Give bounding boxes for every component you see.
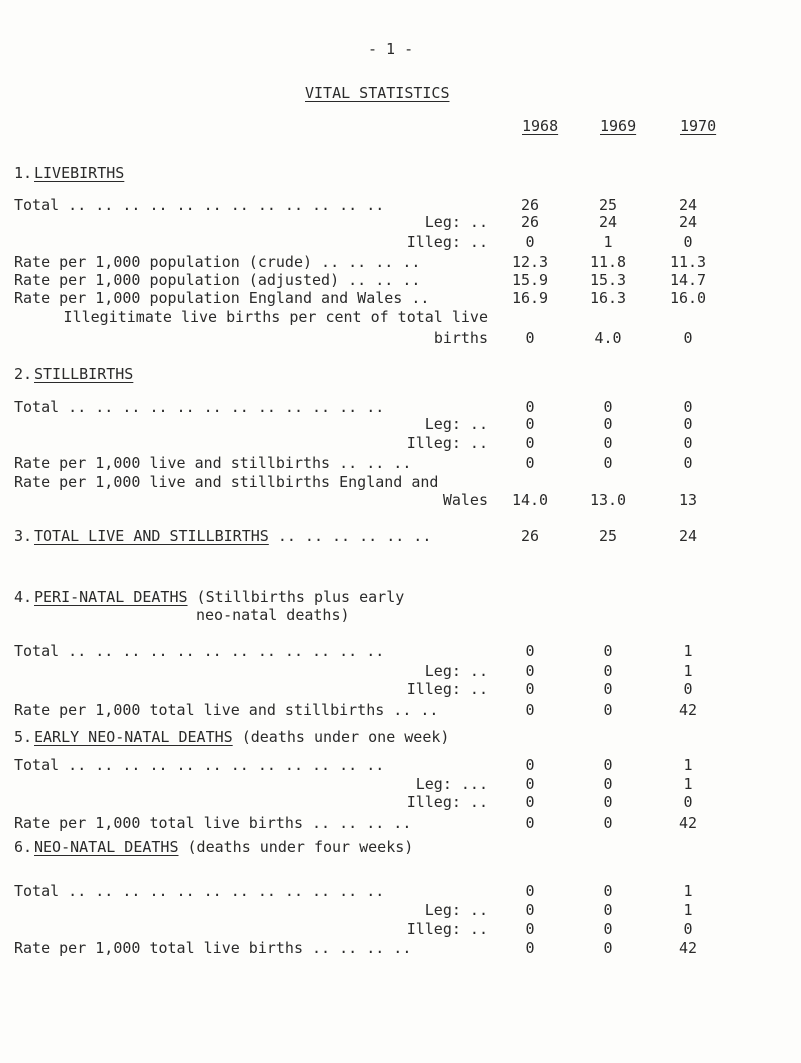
section-heading: LIVEBIRTHS	[34, 164, 125, 182]
section-number: 5.	[14, 728, 33, 746]
section-number: 4.	[14, 588, 33, 606]
table-cell-value: 0	[683, 398, 693, 416]
table-cell-value: 1	[603, 233, 613, 251]
table-cell-value: 0	[525, 454, 535, 472]
table-cell-value: 0	[525, 233, 535, 251]
table-cell-value: 0	[603, 793, 613, 811]
section-heading-suffix: .. .. .. .. .. ..	[268, 527, 432, 545]
table-cell-value: 0	[683, 680, 693, 698]
table-cell-value: 0	[683, 415, 693, 433]
table-cell-value: 0	[525, 398, 535, 416]
row-label: Total .. .. .. .. .. .. .. .. .. .. .. ..	[14, 642, 385, 660]
row-label: Total .. .. .. .. .. .. .. .. .. .. .. ..	[14, 882, 385, 900]
section-number: 1.	[14, 164, 33, 182]
table-cell-value: 0	[683, 793, 693, 811]
table-cell-value: 24	[678, 527, 698, 545]
table-cell-value: 0	[603, 398, 613, 416]
table-cell-value: 13.0	[589, 491, 627, 509]
table-cell-value: 24	[678, 213, 698, 231]
table-cell-value: 26	[520, 213, 540, 231]
section-number: 2.	[14, 365, 33, 383]
table-cell-value: 15.3	[589, 271, 627, 289]
table-cell-value: 0	[683, 434, 693, 452]
table-cell-value: 26	[520, 196, 540, 214]
table-cell-value: 11.8	[589, 253, 627, 271]
table-cell-value: 0	[525, 756, 535, 774]
row-label: Wales	[442, 491, 488, 509]
section-heading-suffix: (Stillbirths plus early	[187, 588, 405, 606]
table-cell-value: 0	[525, 920, 535, 938]
table-cell-value: 25	[598, 196, 618, 214]
row-label: Illeg: ..	[406, 233, 488, 251]
year-header-1970: 1970	[680, 117, 717, 135]
section-heading-line2: neo-natal deaths)	[196, 606, 350, 624]
table-cell-value: 0	[525, 814, 535, 832]
table-cell-value: 1	[683, 775, 693, 793]
row-label: births	[433, 329, 488, 347]
table-cell-value: 1	[683, 756, 693, 774]
table-cell-value: 14.0	[511, 491, 549, 509]
row-label: Leg: ..	[424, 415, 488, 433]
table-cell-value: 0	[525, 642, 535, 660]
table-cell-value: 0	[603, 662, 613, 680]
row-label: Rate per 1,000 live and stillbirths .. .. ..	[14, 454, 412, 472]
table-cell-value: 0	[683, 233, 693, 251]
table-cell-value: 42	[678, 814, 698, 832]
table-cell-value: 0	[603, 701, 613, 719]
table-cell-value: 1	[683, 901, 693, 919]
table-cell-value: 1	[683, 642, 693, 660]
table-cell-value: 0	[525, 434, 535, 452]
row-label: Leg: ..	[424, 662, 488, 680]
table-cell-value: 0	[525, 882, 535, 900]
row-label: Total .. .. .. .. .. .. .. .. .. .. .. ..	[14, 398, 385, 416]
table-cell-value: 0	[525, 680, 535, 698]
table-cell-value: 0	[603, 901, 613, 919]
row-label: Illeg: ..	[406, 680, 488, 698]
section-number: 6.	[14, 838, 33, 856]
table-cell-value: 4.0	[594, 329, 622, 347]
table-cell-value: 0	[525, 701, 535, 719]
row-label: Illeg: ..	[406, 920, 488, 938]
table-cell-value: 0	[683, 329, 693, 347]
table-cell-value: 1	[683, 662, 693, 680]
table-cell-value: 24	[598, 213, 618, 231]
row-label: Rate per 1,000 live and stillbirths England and	[14, 473, 439, 491]
table-cell-value: 24	[678, 196, 698, 214]
table-cell-value: 13	[678, 491, 698, 509]
table-cell-value: 1	[683, 882, 693, 900]
table-cell-value: 0	[603, 454, 613, 472]
year-header-1968: 1968	[522, 117, 559, 135]
table-cell-value: 0	[603, 775, 613, 793]
section-heading-suffix: (deaths under one week)	[232, 728, 450, 746]
table-cell-value: 0	[603, 415, 613, 433]
table-cell-value: 0	[525, 901, 535, 919]
table-cell-value: 11.3	[669, 253, 707, 271]
table-cell-value: 0	[603, 642, 613, 660]
row-label: Total .. .. .. .. .. .. .. .. .. .. .. ..	[14, 756, 385, 774]
table-cell-value: 0	[525, 662, 535, 680]
table-cell-value: 16.9	[511, 289, 549, 307]
table-cell-value: 15.9	[511, 271, 549, 289]
row-label: Illeg: ..	[406, 434, 488, 452]
section-heading: TOTAL LIVE AND STILLBIRTHS	[34, 527, 269, 545]
section-heading: PERI-NATAL DEATHS	[34, 588, 188, 606]
table-cell-value: 0	[603, 434, 613, 452]
table-cell-value: 0	[525, 329, 535, 347]
table-cell-value: 0	[603, 680, 613, 698]
row-label: Rate per 1,000 total live and stillbirths .. ..	[14, 701, 439, 719]
table-cell-value: 0	[683, 920, 693, 938]
section-heading: NEO-NATAL DEATHS	[34, 838, 179, 856]
table-cell-value: 0	[525, 775, 535, 793]
table-cell-value: 0	[525, 939, 535, 957]
table-cell-value: 0	[603, 882, 613, 900]
table-cell-value: 0	[525, 793, 535, 811]
section-heading: EARLY NEO-NATAL DEATHS	[34, 728, 233, 746]
table-cell-value: 12.3	[511, 253, 549, 271]
table-cell-value: 0	[603, 920, 613, 938]
table-cell-value: 0	[683, 454, 693, 472]
document-title: VITAL STATISTICS	[305, 84, 450, 102]
table-cell-value: 0	[603, 756, 613, 774]
section-heading-suffix: (deaths under four weeks)	[178, 838, 414, 856]
row-label: Rate per 1,000 population (adjusted) .. .. ..	[14, 271, 421, 289]
table-cell-value: 16.3	[589, 289, 627, 307]
row-label: Leg: ..	[424, 213, 488, 231]
row-label: Rate per 1,000 total live births .. .. .. ..	[14, 939, 412, 957]
year-header-1969: 1969	[600, 117, 637, 135]
row-label: Illegitimate live births per cent of total live	[63, 308, 488, 326]
section-heading: STILLBIRTHS	[34, 365, 134, 383]
row-label: Rate per 1,000 population (crude) .. .. .. ..	[14, 253, 421, 271]
page-number: - 1 -	[368, 40, 414, 58]
table-cell-value: 0	[525, 415, 535, 433]
row-label: Illeg: ..	[406, 793, 488, 811]
table-cell-value: 25	[598, 527, 618, 545]
row-label: Total .. .. .. .. .. .. .. .. .. .. .. ..	[14, 196, 385, 214]
table-cell-value: 0	[603, 939, 613, 957]
table-cell-value: 26	[520, 527, 540, 545]
row-label: Leg: ...	[415, 775, 488, 793]
section-number: 3.	[14, 527, 33, 545]
table-cell-value: 42	[678, 939, 698, 957]
table-cell-value: 42	[678, 701, 698, 719]
row-label: Rate per 1,000 population England and Wales ..	[14, 289, 430, 307]
row-label: Leg: ..	[424, 901, 488, 919]
table-cell-value: 16.0	[669, 289, 707, 307]
row-label: Rate per 1,000 total live births .. .. .. ..	[14, 814, 412, 832]
table-cell-value: 14.7	[669, 271, 707, 289]
table-cell-value: 0	[603, 814, 613, 832]
